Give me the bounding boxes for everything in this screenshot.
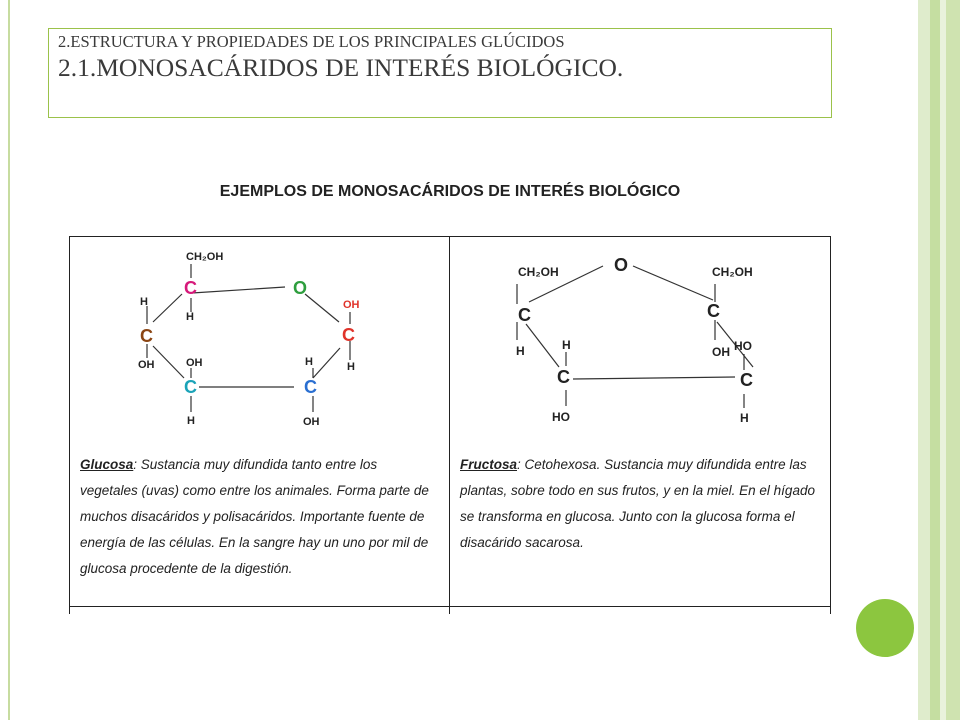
fructose-ch2oh-right: CH₂OH (712, 265, 753, 279)
stripe-light (918, 0, 930, 720)
slide-title: 2.1.MONOSACÁRIDOS DE INTERÉS BIOLÓGICO. (58, 53, 624, 82)
glucose-carbon-brown: C (140, 326, 153, 346)
glucose-oh-label: OH (186, 357, 203, 369)
fructose-structure (450, 236, 830, 446)
monosaccharide-table (69, 236, 831, 610)
glucose-carbon-blue: C (304, 377, 317, 397)
stripe-outer (946, 0, 960, 720)
glucose-h-label: H (186, 311, 194, 323)
table-right-border (830, 236, 831, 614)
fructose-ho-label: HO (734, 339, 752, 353)
fructose-carbon: C (557, 367, 570, 387)
glucose-carbon-magenta: C (184, 278, 197, 298)
glucose-ring-oxygen: O (293, 278, 308, 298)
glucose-name: Glucosa (80, 457, 134, 472)
fructose-h-label: H (562, 338, 571, 352)
fructose-carbon: C (707, 301, 720, 321)
fructose-carbon: C (740, 370, 753, 390)
glucose-body-text: : Sustancia muy difundida tanto entre los vegetales (uvas) como entre los animales. Forma parte de muchos disacáridos y polisacáridos. Importante fuente de energía de las células. En la sangre hay un uno por mil de glucosa procedente de la digestión. (80, 457, 429, 576)
glucose-oh-label-red: OH (343, 299, 360, 311)
glucose-structure (69, 236, 449, 446)
fructose-h-label: H (516, 344, 525, 358)
glucose-ch2oh-label: CH₂OH (186, 251, 224, 263)
fructose-name: Fructosa (460, 457, 518, 472)
figure-heading: EJEMPLOS DE MONOSACÁRIDOS DE INTERÉS BIOLÓGICO (219, 183, 681, 200)
glucose-carbon-teal: C (184, 377, 197, 397)
stripe-mid (930, 0, 940, 720)
glucose-h-label: H (187, 415, 195, 427)
table-bottom-border (69, 606, 831, 607)
accent-dot-icon (856, 599, 914, 657)
glucose-oh-label: OH (138, 359, 155, 371)
fructose-body-text: : Cetohexosa. Sustancia muy difundida entre las plantas, sobre todo en sus frutos, y en la miel. En el hígado se transforma en glucosa. Junto con la glucosa forma el disacárido sacarosa. (460, 457, 815, 550)
slide-subtitle: 2.ESTRUCTURA Y PROPIEDADES DE LOS PRINCIPALES GLÚCIDOS (58, 32, 565, 51)
fructose-carbon: C (518, 305, 531, 325)
fructose-ch2oh-left: CH₂OH (518, 265, 559, 279)
fructose-description (460, 452, 818, 556)
fructose-ho-label: HO (552, 410, 570, 424)
right-decorative-stripes (918, 0, 960, 720)
fructose-h-label: H (740, 411, 749, 425)
glucose-h-label: H (347, 361, 355, 373)
fructose-ring-oxygen: O (614, 255, 629, 275)
glucose-h-label: H (140, 296, 148, 308)
glucose-description (80, 452, 436, 582)
left-border-rule (8, 0, 10, 720)
glucose-carbon-red: C (342, 325, 355, 345)
glucose-oh-label: OH (303, 416, 320, 428)
glucose-h-label: H (305, 356, 313, 368)
fructose-oh-label: OH (712, 345, 730, 359)
